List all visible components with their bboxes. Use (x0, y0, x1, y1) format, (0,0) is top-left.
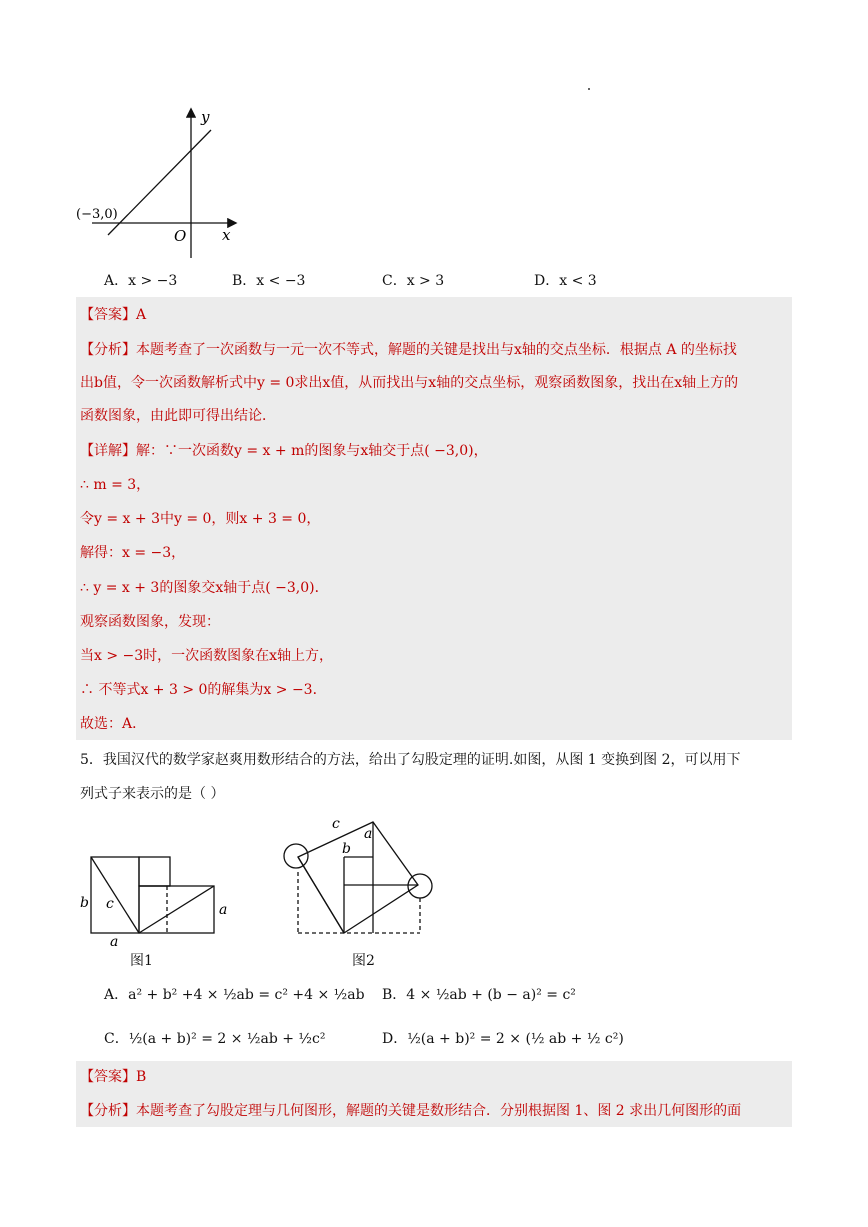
q5-text-line-2: 列式子来表示的是（ ） (80, 786, 225, 802)
fig2-caption: 图2 (352, 953, 375, 969)
detail-line-8: ∴ 不等式x + 3 > 0的解集为x > −3． (80, 682, 327, 698)
detail-line-7: 当x > −3时，一次函数图象在x轴上方， (80, 648, 334, 664)
x-axis-label: x (222, 226, 231, 244)
q4-choices (104, 270, 704, 292)
q4-choice-b[interactable]: B．x < −3 (232, 273, 306, 289)
q5-text-line-1: 5．我国汉代的数学家赵爽用数形结合的方法，给出了勾股定理的证明.如图，从图 1 变换到图 2，可以用下 (80, 752, 741, 768)
point-label: (−3,0) (76, 207, 118, 222)
answer-line: 【答案】A (80, 307, 147, 323)
figure-2 (280, 812, 440, 972)
figure-1 (74, 852, 244, 972)
fig2-label-c: c (332, 816, 340, 832)
y-axis-label: y (201, 108, 210, 126)
function-line (108, 130, 211, 235)
fig1-label-a-bottom: a (110, 934, 119, 950)
fig1-label-b: b (80, 895, 89, 911)
detail-line-6: 观察函数图象，发现： (80, 614, 220, 630)
analysis-line-3: 函数图象，由此即可得出结论． (80, 408, 276, 424)
q5-analysis-line: 【分析】本题考查了勾股定理与几何图形，解题的关键是数形结合．分别根据图 1、图 2 求出几何图形的面 (80, 1103, 742, 1119)
detail-line-9: 故选：A． (80, 716, 147, 732)
q5-option-b[interactable]: B．4 × ½ab + (b − a)² = c² (382, 987, 576, 1003)
q4-choice-c[interactable]: C．x > 3 (382, 273, 445, 289)
q5-option-c[interactable]: C．½(a + b)² = 2 × ½ab + ½c² (104, 1031, 326, 1047)
q4-choice-d[interactable]: D．x < 3 (534, 273, 597, 289)
q4-choice-a[interactable]: A．x > −3 (104, 273, 178, 289)
fig2-label-b: b (342, 841, 351, 857)
detail-line-3: 令y = x + 3中y = 0，则x + 3 = 0， (80, 511, 321, 527)
detail-line-2: ∴ m = 3， (80, 477, 151, 493)
origin-label: O (174, 227, 187, 245)
fig1-caption: 图1 (130, 953, 153, 969)
q5-option-d[interactable]: D．½(a + b)² = 2 × (½ ab + ½ c²) (382, 1031, 624, 1047)
analysis-line-1: 【分析】本题考查了一次函数与一元一次不等式，解题的关键是找出与x轴的交点坐标．根据点 A 的坐标找 (80, 342, 737, 358)
analysis-line-2: 出b值，令一次函数解析式中y = 0求出x值，从而找出与x轴的交点坐标，观察函数图象，找出在x轴上方的 (80, 375, 739, 391)
fig1-label-a-right: a (219, 902, 228, 918)
detail-line-5: ∴ y = x + 3的图象交x轴于点( −3,0)． (80, 580, 329, 596)
q5-solution-box (76, 1061, 792, 1127)
fig2-label-a: a (364, 826, 373, 842)
linear-function-graph (70, 100, 250, 265)
q4-solution-box (76, 297, 792, 740)
detail-line-1: 【详解】解：∵一次函数y = x + m的图象与x轴交于点( −3,0)， (80, 443, 488, 459)
q5-option-a[interactable]: A．a² + b² +4 × ½ab = c² +4 × ½ab (104, 987, 365, 1003)
q5-answer-line: 【答案】B (80, 1069, 147, 1085)
fig1-label-c: c (106, 896, 114, 912)
detail-line-4: 解得：x = −3， (80, 545, 186, 561)
stray-dot (588, 88, 590, 90)
